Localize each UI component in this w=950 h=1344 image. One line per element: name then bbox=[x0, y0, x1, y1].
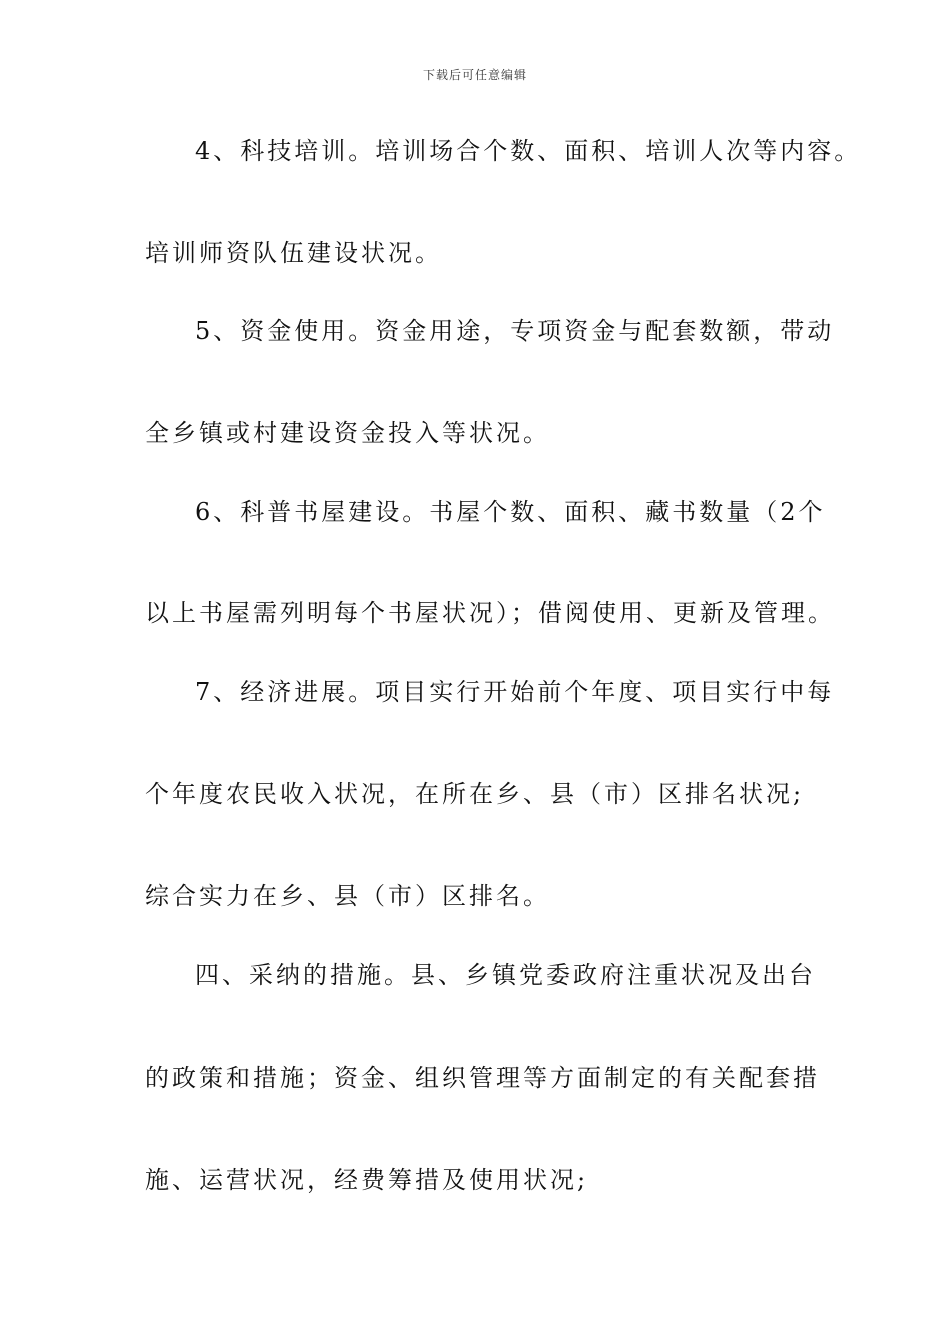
paragraph-line: 4、科技培训。培训场合个数、面积、培训人次等内容。 bbox=[195, 137, 862, 165]
paragraph-line: 以上书屋需列明每个书屋状况）；借阅使用、更新及管理。 bbox=[145, 599, 835, 627]
paragraph-line: 四、采纳的措施。县、乡镇党委政府注重状况及出台 bbox=[195, 961, 816, 989]
page-header: 下载后可任意编辑 bbox=[422, 68, 527, 82]
paragraph-line: 的政策和措施；资金、组织管理等方面制定的有关配套措 bbox=[145, 1064, 820, 1092]
paragraph-line: 全乡镇或村建设资金投入等状况。 bbox=[145, 419, 550, 447]
paragraph-line: 综合实力在乡、县（市）区排名。 bbox=[145, 882, 550, 910]
paragraph-line: 个年度农民收入状况，在所在乡、县（市）区排名状况; bbox=[145, 780, 805, 808]
paragraph-line: 6、科普书屋建设。书屋个数、面积、藏书数量（2个 bbox=[195, 498, 826, 526]
paragraph-line: 培训师资队伍建设状况。 bbox=[145, 239, 442, 267]
paragraph-line: 7、经济进展。项目实行开始前个年度、项目实行中每 bbox=[195, 678, 835, 706]
paragraph-line: 施、运营状况，经费筹措及使用状况; bbox=[145, 1166, 589, 1194]
paragraph-line: 5、资金使用。资金用途，专项资金与配套数额，带动 bbox=[195, 317, 835, 345]
